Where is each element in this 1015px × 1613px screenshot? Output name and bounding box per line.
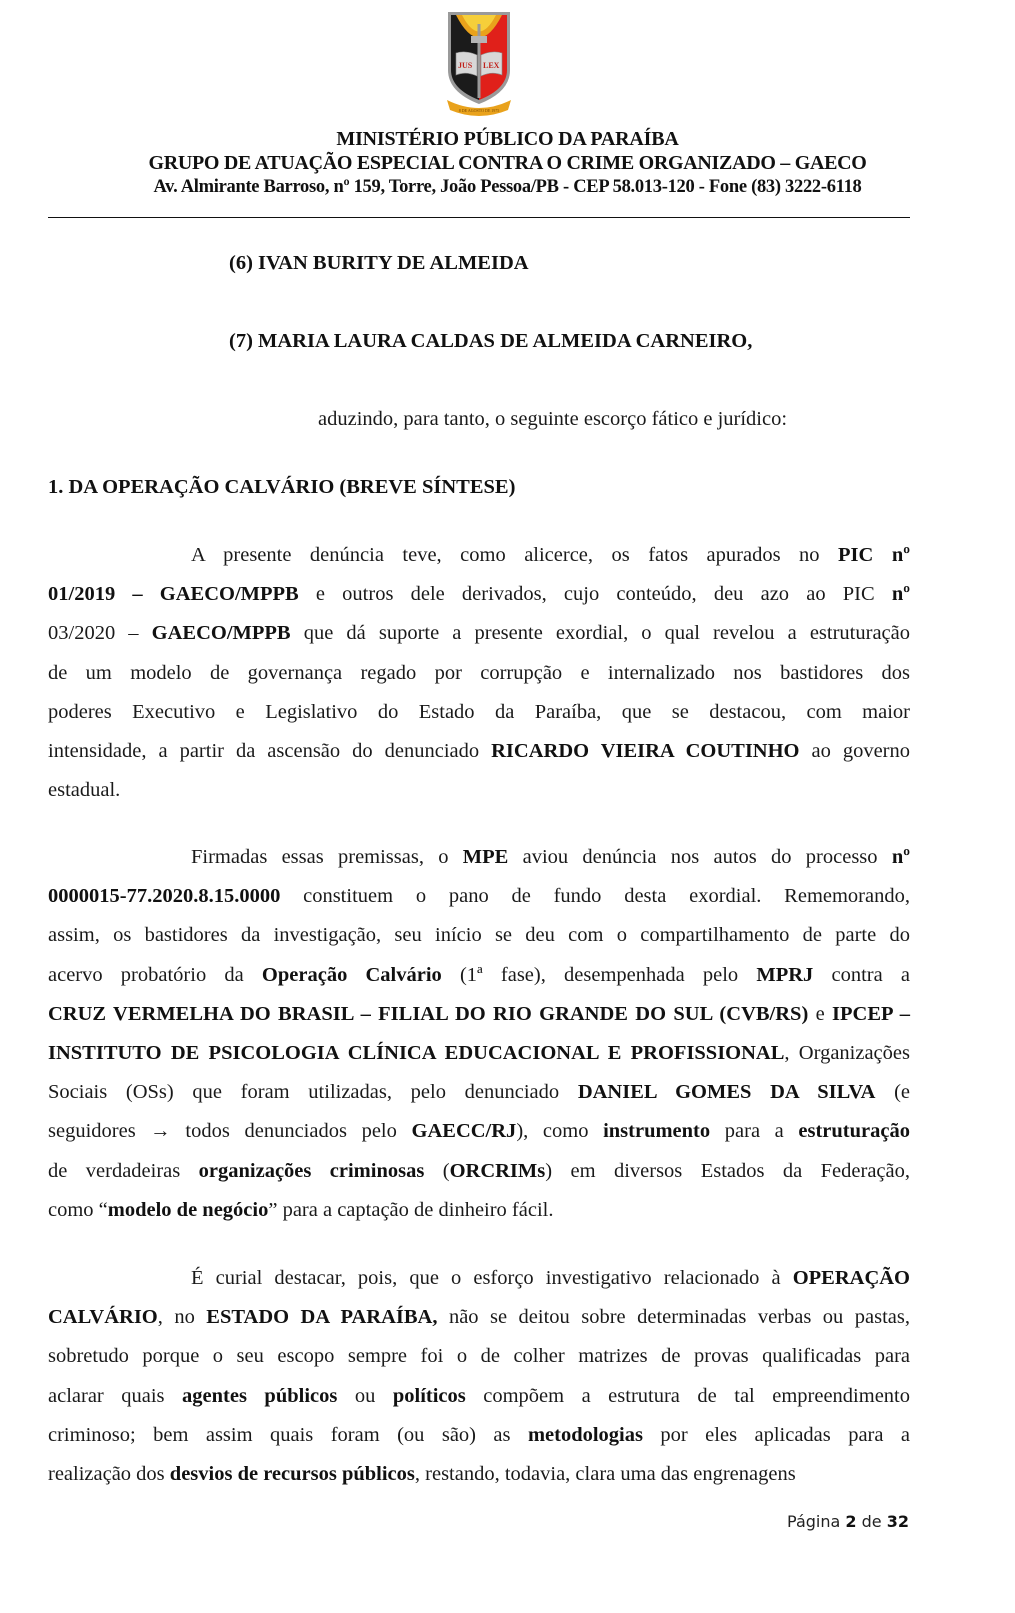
paragraph-2-line [48, 844, 910, 883]
bold-text: modelo de negócio [107, 1198, 269, 1221]
bold-text: agentes públicos [182, 1384, 338, 1407]
bold-text: MPRJ [756, 963, 814, 986]
paragraph-2-line [48, 1001, 910, 1040]
text: assim, os bastidores da investigação, seu início se deu com o compartilhamento de parte do [48, 924, 910, 947]
text: (1ª fase), desempenhada pelo [441, 963, 757, 986]
text: É curial destacar, pois, que o esforço investigativo relacionado à [191, 1267, 793, 1289]
text: compõem a estrutura de tal empreendimento [465, 1384, 910, 1407]
section-title: 1. DA OPERAÇÃO CALVÁRIO (BREVE SÍNTESE) [48, 476, 516, 498]
text: ao governo [799, 740, 911, 762]
bold-text: IPCEP – [832, 1002, 910, 1025]
svg-text:8 DE AGOSTO DE 1975: 8 DE AGOSTO DE 1975 [458, 108, 500, 113]
bold-text: políticos [392, 1384, 466, 1407]
paragraph-2-line [48, 922, 910, 961]
paragraph-1-line [48, 777, 910, 816]
text: por eles aplicadas para a [642, 1423, 911, 1446]
text: ) em diversos Estados da Federação, [545, 1159, 910, 1182]
bold-text: nº [891, 583, 910, 606]
text: ( [424, 1159, 450, 1182]
text: , Organizações [784, 1042, 910, 1064]
bold-text: instrumento [603, 1120, 711, 1143]
accused-item-7: (7) MARIA LAURA CALDAS DE ALMEIDA CARNEIRO, [229, 330, 753, 352]
paragraph-3-line [48, 1383, 910, 1422]
text: para a [710, 1120, 799, 1143]
paragraph-2-line [48, 883, 910, 922]
text: intensidade, a partir da ascensão do denunciado [48, 740, 492, 762]
text: realização dos [48, 1463, 170, 1485]
bold-text: PIC nº [838, 544, 910, 566]
text: como “ [48, 1198, 108, 1221]
paragraph-3-line [48, 1265, 910, 1304]
text: 03/2020 – [48, 622, 152, 645]
text: ” para a captação de dinheiro fácil. [268, 1198, 554, 1221]
text: estadual. [48, 779, 121, 802]
bold-text: MPE [462, 846, 509, 868]
text: , no [157, 1306, 207, 1329]
paragraph-2-line [48, 1079, 910, 1118]
text: , restando, todavia, clara uma das engrenagens [414, 1463, 796, 1485]
paragraph-2-line [48, 1158, 910, 1197]
paragraph-1-line [48, 581, 910, 620]
bold-text: metodologias [527, 1423, 643, 1446]
bold-text: 0000015-77.2020.8.15.0000 [48, 885, 281, 908]
paragraph-3-line [48, 1343, 910, 1382]
text: contra a [813, 963, 910, 986]
bold-text: GAECO/MPPB [151, 622, 291, 645]
page-of-word: de [861, 1512, 882, 1531]
text: ), como [516, 1120, 604, 1143]
page-current: 2 [845, 1512, 857, 1531]
text: aviou denúncia nos autos do processo [508, 846, 892, 868]
text: e outros dele derivados, cujo conteúdo, deu azo ao PIC [298, 583, 892, 606]
text: seguidores → todos denunciados pelo [48, 1120, 412, 1143]
text: criminoso; bem assim quais foram (ou são) as [48, 1423, 528, 1446]
paragraph-1-line [48, 699, 910, 738]
paragraph-2-line [48, 962, 910, 1001]
bold-text: RICARDO VIEIRA COUTINHO [491, 740, 800, 762]
text: acervo probatório da [48, 963, 262, 986]
text: A presente denúncia teve, como alicerce, os fatos apurados no [191, 544, 839, 566]
text: que dá suporte a presente exordial, o qual revelou a estruturação [290, 622, 910, 645]
paragraph-2-line [48, 1197, 910, 1236]
paragraph-3-line [48, 1461, 910, 1500]
bold-text: GAECC/RJ [411, 1120, 517, 1143]
text: não se deitou sobre determinadas verbas ou pastas, [437, 1306, 910, 1329]
bold-text: estruturação [798, 1120, 910, 1143]
crest-lex-text: LEX [483, 61, 500, 70]
bold-text: ESTADO DA PARAÍBA, [206, 1306, 438, 1329]
bold-text: 01/2019 – GAECO/MPPB [48, 583, 299, 606]
text: de um modelo de governança regado por corrupção e internalizado nos bastidores dos [48, 661, 910, 684]
institution-name: MINISTÉRIO PÚBLICO DA PARAÍBA [336, 128, 679, 150]
text: constituem o pano de fundo desta exordial. Rememorando, [280, 885, 910, 908]
paragraph-2-line [48, 1040, 910, 1079]
bold-text: nº [891, 846, 910, 868]
bold-text: OPERAÇÃO [792, 1267, 910, 1289]
paragraph-3-line [48, 1422, 910, 1461]
intro-line: aduzindo, para tanto, o seguinte escorço fático e jurídico: [318, 408, 788, 430]
text: e [808, 1002, 833, 1025]
bold-text: organizações criminosas [198, 1159, 425, 1182]
paragraph-3-line [48, 1304, 910, 1343]
bold-text: ORCRIMs [449, 1159, 546, 1182]
header-divider [48, 217, 910, 218]
bold-text: desvios de recursos públicos [169, 1463, 415, 1485]
page-number [787, 1512, 909, 1531]
text: Firmadas essas premissas, o [191, 846, 463, 868]
text: ou [337, 1384, 393, 1407]
text: aclarar quais [48, 1384, 183, 1407]
bold-text: CALVÁRIO [48, 1306, 158, 1329]
ministerio-publico-crest-icon [444, 8, 514, 118]
text: sobretudo porque o seu escopo sempre foi o de colher matrizes de provas qualificadas para [48, 1345, 910, 1368]
crest-jus-text: JUS [458, 61, 473, 70]
institution-address: Av. Almirante Barroso, nº 159, Torre, João Pessoa/PB - CEP 58.013-120 - Fone (83) 3222-6118 [153, 177, 862, 197]
letterhead [0, 127, 1015, 199]
paragraph-2-line [48, 1118, 910, 1157]
accused-item-6: (6) IVAN BURITY DE ALMEIDA [229, 252, 529, 274]
page-total: 32 [886, 1512, 909, 1531]
page-word: Página [787, 1512, 841, 1531]
paragraph-1-line [48, 542, 910, 581]
bold-text: INSTITUTO DE PSICOLOGIA CLÍNICA EDUCACIONAL E PROFISSIONAL [48, 1042, 785, 1064]
text: Sociais (OSs) que foram utilizadas, pelo denunciado [48, 1081, 578, 1104]
group-name: GRUPO DE ATUAÇÃO ESPECIAL CONTRA O CRIME ORGANIZADO – GAECO [148, 152, 867, 174]
bold-text: DANIEL GOMES DA SILVA [577, 1081, 876, 1104]
paragraph-1-line [48, 738, 910, 777]
text: (e [875, 1081, 910, 1104]
paragraph-1-line [48, 660, 910, 699]
paragraph-1-line [48, 620, 910, 659]
bold-text: Operação Calvário [261, 963, 442, 986]
bold-text: CRUZ VERMELHA DO BRASIL – FILIAL DO RIO GRANDE DO SUL (CVB/RS) [48, 1002, 809, 1025]
text: poderes Executivo e Legislativo do Estado da Paraíba, que se destacou, com maior [48, 700, 910, 723]
text: de verdadeiras [48, 1159, 199, 1182]
